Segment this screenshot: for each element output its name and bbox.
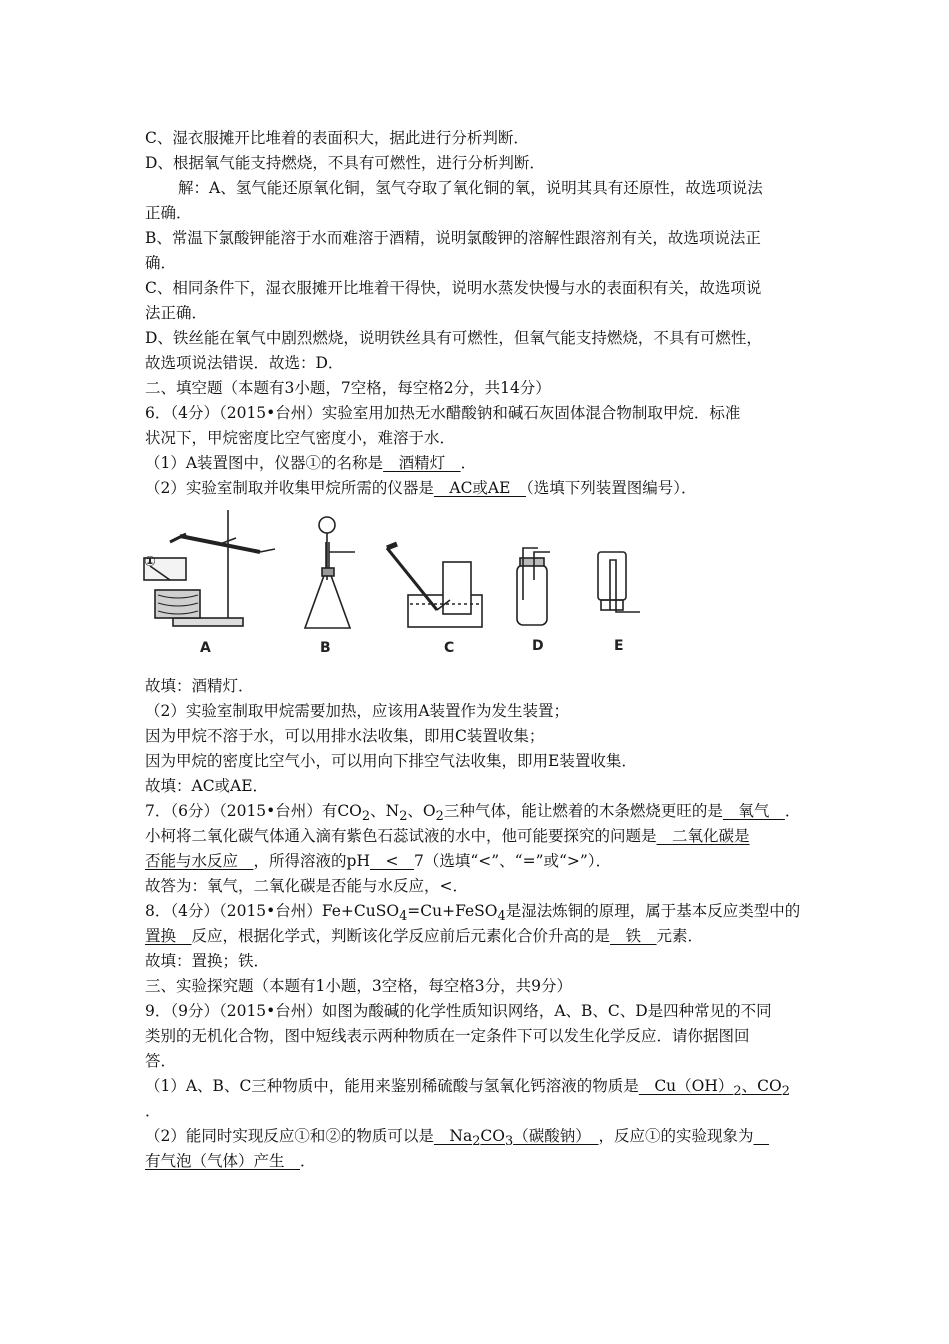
question-6-stem: 6．（4分）（2015•台州）实验室用加热无水醋酸钠和碱石灰固体混合物制取甲烷．标准	[145, 404, 741, 422]
answer-blank: 二氧化碳是	[656, 827, 750, 845]
text-line: 解：A、氢气能还原氧化铜，氢气夺取了氧化铜的氧，说明其具有还原性，故选项说法	[178, 179, 763, 197]
question-7-line-1: 7．（6分）（2015•台州）有$CO_2$、$N_2$、$O_2$三种气体，能让燃着的木条燃烧更旺的是 氧气 ．	[145, 802, 801, 825]
text-line: 因为甲烷不溶于水，可以用排水法收集，即用C装置收集；	[145, 727, 545, 745]
apparatus-label-e: E	[614, 638, 624, 654]
text-line: D、根据氧气能支持燃烧，不具有可燃性，进行分析判断．	[145, 154, 545, 172]
text-line: 确．	[145, 254, 177, 272]
text-line: 答．	[145, 1052, 177, 1070]
question-7-line-3: 否能与水反应 ，所得溶液的pH < 7（选填“<”、“=”或“>”）．	[145, 852, 612, 870]
text-line: C、湿衣服摊开比堆着的表面积大，据此进行分析判断．	[145, 129, 529, 147]
text-line: 故填：置换；铁．	[145, 952, 270, 970]
answer-blank: 氧气	[722, 802, 785, 820]
question-6-part-2: （2）实验室制取并收集甲烷所需的仪器是 AC或AE （选填下列装置图编号）．	[145, 479, 697, 497]
text-line: 故答为：氧气，二氧化碳是否能与水反应，<．	[145, 877, 468, 895]
answer-blank: 酒精灯	[383, 454, 461, 472]
answer-blank: AC或AE	[433, 479, 526, 497]
question-8-line-2: 置换 反应，根据化学式，判断该化学反应前后元素化合价升高的是 铁 元素．	[145, 927, 704, 945]
text-line: 正确．	[145, 204, 192, 222]
apparatus-label-d: D	[532, 638, 544, 654]
question-9-part-2-continued: 有气泡（气体）产生 ．	[145, 1152, 316, 1170]
text-line: （2）实验室制取甲烷需要加热，应该用A装置作为发生装置；	[145, 702, 570, 720]
section-heading: 二、填空题（本题有3小题，7空格，每空格2分，共14分）	[145, 379, 551, 397]
question-8-line-1: 8．（4分）（2015•台州）Fe+CuSO$_4$=Cu+FeSO$_4$是湿法炼铜的原理，属于基本反应类型中的	[145, 902, 801, 925]
answer-blank: 铁	[610, 927, 657, 945]
answer-blank: <	[369, 852, 414, 870]
answer-blank: $Na_2CO_3$（碳酸钠）	[433, 1127, 599, 1150]
answer-blank: $Cu(OH)_2$、$CO_2$	[638, 1077, 790, 1100]
apparatus-a	[144, 510, 275, 626]
answer-blank: 有气泡（气体）产生	[145, 1152, 301, 1170]
text-line: 故填：酒精灯．	[145, 677, 254, 695]
apparatus-label-a: A	[200, 640, 211, 656]
apparatus-c	[387, 544, 482, 627]
text-line: D、铁丝能在氧气中剧烈燃烧，说明铁丝具有可燃性，但氧气能支持燃烧，不具有可燃性，	[145, 329, 762, 347]
apparatus-b	[305, 517, 355, 628]
text-line: 类别的无机化合物，图中短线表示两种物质在一定条件下可以发生化学反应．请你据图回	[145, 1027, 750, 1045]
question-7-line-2: 小柯将二氧化碳气体通入滴有紫色石蕊试液的水中，他可能要探究的问题是 二氧化碳是	[145, 827, 750, 845]
question-9-stem: 9．（9分）（2015•台州）如图为酸碱的化学性质知识网络，A、B、C、D是四种常见的不同	[145, 1002, 772, 1020]
answer-blank	[753, 1127, 769, 1145]
apparatus-label-c: C	[444, 640, 455, 656]
question-9-part-2: （2）能同时实现反应①和②的物质可以是 $Na_2CO_3$（碳酸钠） ，反应①的实验现象为	[145, 1126, 769, 1152]
apparatus-figure	[140, 500, 660, 660]
text-line: B、常温下氯酸钾能溶于水而难溶于酒精，说明氯酸钾的溶解性跟溶剂有关，故选项说法正	[145, 229, 761, 247]
apparatus-label-b: B	[320, 640, 331, 656]
answer-blank: 置换	[145, 927, 192, 945]
text-line: 法正确．	[145, 304, 208, 322]
apparatus-marker: ①	[144, 554, 156, 570]
text-line: 故选项说法错误．故选：D．	[145, 354, 344, 372]
section-heading: 三、实验探究题（本题有1小题，3空格，每空格3分，共9分）	[145, 977, 572, 995]
text-line: 故填：AC或AE．	[145, 777, 269, 795]
question-9-part-1: （1）A、B、C三种物质中，能用来鉴别稀硫酸与氢氧化钙溶液的物质是 $Cu(OH)_2$、$CO_2$	[145, 1077, 790, 1100]
answer-blank: 否能与水反应	[145, 852, 254, 870]
question-6-part-1: （1）A装置图中，仪器①的名称是 酒精灯 ．	[145, 454, 477, 472]
apparatus-e	[598, 552, 640, 612]
apparatus-d	[517, 548, 550, 625]
text-line: ．	[145, 1102, 161, 1120]
text-line: 状况下，甲烷密度比空气密度小，难溶于水．	[145, 429, 456, 447]
text-line: 因为甲烷的密度比空气小，可以用向下排空气法收集，即用E装置收集．	[145, 752, 637, 770]
text-line: C、相同条件下，湿衣服摊开比堆着干得快，说明水蒸发快慢与水的表面积有关，故选项说	[145, 279, 762, 297]
